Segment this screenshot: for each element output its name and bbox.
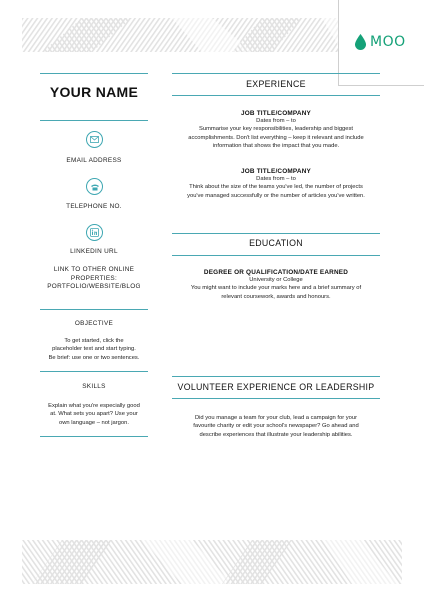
email-address[interactable]: EMAIL ADDRESS (66, 157, 122, 164)
skills-heading: SKILLS (82, 383, 106, 390)
experience-heading: EXPERIENCE (246, 79, 306, 89)
online-properties-line[interactable]: PORTFOLIO/WEBSITE/BLOG (47, 283, 141, 290)
education-title: DEGREE OR QUALIFICATION/DATE EARNED (203, 269, 349, 276)
volunteer-text (172, 414, 380, 439)
online-properties-line: PROPERTIES: (70, 274, 118, 282)
skills-line: own language – not jargon. (59, 419, 129, 426)
job-title: JOB TITLE/COMPANY (240, 110, 312, 117)
job-line: information that shows the impact that you made. (212, 143, 340, 150)
divider (172, 95, 380, 96)
objective-line: To get started, click the (64, 338, 124, 344)
divider (172, 376, 380, 377)
education-school: University or College (249, 277, 303, 283)
online-properties-line: LINK TO OTHER ONLINE (53, 266, 135, 273)
divider (40, 436, 148, 437)
education-line: You might want to include your marks here and a brief summary of (190, 285, 362, 292)
skills-text (42, 402, 146, 427)
divider (40, 309, 148, 310)
job-line: you've managed successfully or the number of articles you've written. (187, 192, 365, 199)
candidate-name: YOUR NAME (49, 84, 139, 100)
job-entry (172, 110, 380, 151)
volunteer-heading: VOLUNTEER EXPERIENCE OR LEADERSHIP (177, 382, 375, 392)
job-line: accomplishments. Don't list everything – keep it relevant and include (188, 134, 364, 141)
education-line: relevant coursework, awards and honours. (221, 293, 331, 300)
objective-line: placeholder text and start typing. (52, 346, 136, 353)
divider (172, 255, 380, 256)
job-dates: Dates from – to (256, 118, 296, 124)
divider (172, 73, 380, 74)
online-properties (42, 266, 146, 292)
job-entry (172, 168, 380, 200)
divider (172, 398, 380, 399)
drop-icon (355, 34, 366, 50)
volunteer-line: Did you manage a team for your club, lead a campaign for your (194, 415, 358, 421)
objective-text (42, 337, 146, 362)
bottom-decorative-band (22, 540, 402, 584)
divider (40, 73, 148, 74)
telephone-number[interactable]: TELEPHONE NO. (66, 203, 122, 210)
logo-text: MOO (370, 34, 406, 50)
linkedin-icon (86, 224, 103, 241)
job-title: JOB TITLE/COMPANY (240, 168, 312, 175)
divider (40, 371, 148, 372)
objective-heading: OBJECTIVE (74, 320, 114, 327)
volunteer-line: describe experiences that illustrate your leadership abilities. (199, 431, 353, 438)
job-dates: Dates from – to (256, 176, 296, 182)
education-entry (172, 269, 380, 301)
job-line: Summarise your key responsibilities, leadership and biggest (198, 126, 354, 133)
divider (40, 120, 148, 121)
telephone-icon (86, 178, 103, 195)
linkedin-url[interactable]: LINKEDIN URL (70, 248, 118, 255)
education-heading: EDUCATION (249, 238, 303, 248)
divider (172, 233, 380, 234)
job-line: Think about the size of the teams you've led, the number of projects (189, 184, 363, 191)
volunteer-line: favourite charity or edit your school's newspaper? Go ahead and (193, 423, 359, 430)
skills-line: Explain what you're especially good (48, 403, 140, 409)
envelope-icon (86, 131, 103, 148)
skills-line: at. What sets you apart? Use your (50, 411, 138, 418)
objective-line: Be brief: use one or two sentences. (48, 354, 140, 361)
